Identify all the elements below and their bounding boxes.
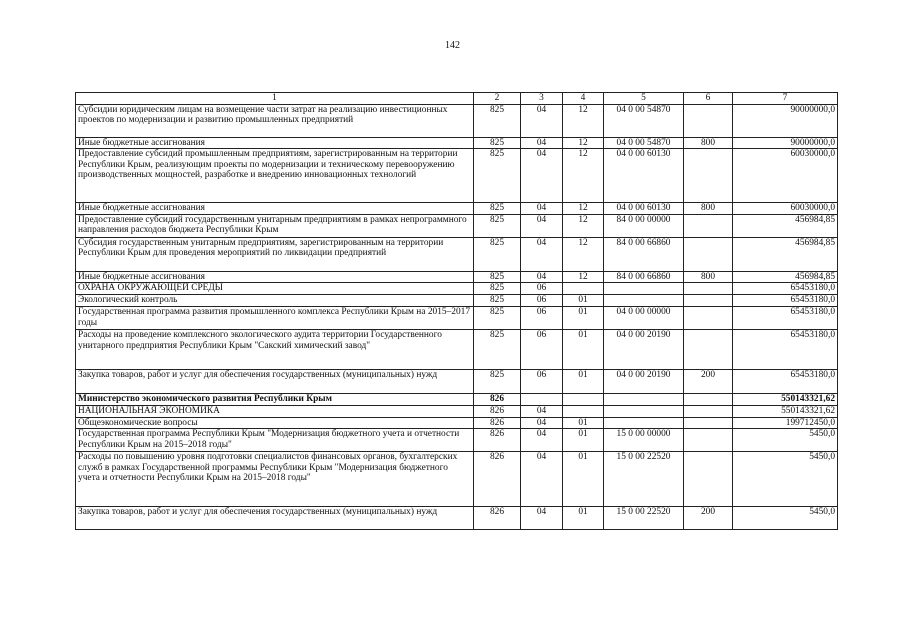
subsection-code: [563, 393, 604, 405]
amount: 60030000,0: [733, 203, 838, 215]
target-article: 04 0 00 60130: [604, 149, 684, 203]
table-row: [76, 507, 838, 530]
target-article: 04 0 00 54870: [604, 137, 684, 149]
target-article: 15 0 00 22520: [604, 507, 684, 530]
section-code: [521, 393, 563, 405]
column-header: 5: [604, 93, 684, 105]
section-code: 04: [521, 237, 563, 271]
dept-code: 825: [474, 104, 521, 137]
expense-type: [684, 149, 733, 203]
table-row: [76, 283, 838, 295]
dept-code: 825: [474, 214, 521, 237]
column-header: 7: [733, 93, 838, 105]
section-code: 06: [521, 295, 563, 307]
amount: 199712450,0: [733, 417, 838, 429]
subsection-code: [563, 405, 604, 417]
target-article: 04 0 00 54870: [604, 104, 684, 137]
item-name: Закупка товаров, работ и услуг для обеспечения государственных (муниципальных) нужд: [76, 507, 474, 530]
subsection-code: 12: [563, 137, 604, 149]
dept-code: 825: [474, 283, 521, 295]
item-name: Предоставление субсидий промышленным предприятиям, зарегистрированным на территории Республики Крым, реализующим проекты по модернизации и техническому перевооружению производственных мощностей, разработке и внедрению инновационных технологий: [76, 149, 474, 203]
dept-code: 826: [474, 452, 521, 507]
table-row: [76, 405, 838, 417]
subsection-code: 01: [563, 507, 604, 530]
amount: 5450,0: [733, 452, 838, 507]
amount: 65453180,0: [733, 283, 838, 295]
section-code: 04: [521, 507, 563, 530]
item-name: Общеэкономические вопросы: [76, 417, 474, 429]
expense-type: [684, 417, 733, 429]
table-row: [76, 104, 838, 137]
dept-code: 825: [474, 237, 521, 271]
expense-type: [684, 214, 733, 237]
dept-code: 826: [474, 405, 521, 417]
expense-type: [684, 393, 733, 405]
target-article: 84 0 00 66860: [604, 237, 684, 271]
target-article: [604, 283, 684, 295]
expense-type: 800: [684, 271, 733, 283]
subsection-code: 12: [563, 149, 604, 203]
amount: 65453180,0: [733, 369, 838, 393]
expense-type: 800: [684, 137, 733, 149]
section-code: 06: [521, 329, 563, 369]
table-row: [76, 429, 838, 452]
amount: 65453180,0: [733, 295, 838, 307]
subsection-code: 12: [563, 271, 604, 283]
dept-code: 825: [474, 203, 521, 215]
target-article: 04 0 00 20190: [604, 329, 684, 369]
table-row: [76, 452, 838, 507]
column-header: 1: [76, 93, 474, 105]
subsection-code: 01: [563, 306, 604, 329]
table-row: [76, 149, 838, 203]
subsection-code: 01: [563, 429, 604, 452]
expense-type: [684, 452, 733, 507]
dept-code: 826: [474, 507, 521, 530]
target-article: 04 0 00 60130: [604, 203, 684, 215]
subsection-code: 12: [563, 104, 604, 137]
subsection-code: [563, 283, 604, 295]
item-name: Министерство экономического развития Республики Крым: [76, 393, 474, 405]
expense-type: [684, 104, 733, 137]
section-code: 04: [521, 429, 563, 452]
table-row: [76, 306, 838, 329]
target-article: [604, 417, 684, 429]
table-row: [76, 203, 838, 215]
dept-code: 825: [474, 329, 521, 369]
section-code: 04: [521, 104, 563, 137]
amount: 550143321,62: [733, 405, 838, 417]
dept-code: 826: [474, 429, 521, 452]
amount: 5450,0: [733, 507, 838, 530]
subsection-code: 01: [563, 452, 604, 507]
target-article: 15 0 00 00000: [604, 429, 684, 452]
table-row: [76, 137, 838, 149]
target-article: [604, 405, 684, 417]
header-row: [76, 93, 838, 105]
expense-type: [684, 329, 733, 369]
item-name: Субсидия государственным унитарным предприятиям, зарегистрированным на территории Республики Крым для проведения мероприятий по ликвидации предприятий: [76, 237, 474, 271]
column-header: 2: [474, 93, 521, 105]
dept-code: 826: [474, 417, 521, 429]
dept-code: 825: [474, 137, 521, 149]
column-header: 3: [521, 93, 563, 105]
table-row: [76, 295, 838, 307]
item-name: ОХРАНА ОКРУЖАЮЩЕЙ СРЕДЫ: [76, 283, 474, 295]
section-code: 04: [521, 405, 563, 417]
subsection-code: 12: [563, 214, 604, 237]
dept-code: 825: [474, 295, 521, 307]
subsection-code: 12: [563, 203, 604, 215]
target-article: 84 0 00 66860: [604, 271, 684, 283]
budget-table: [75, 92, 838, 530]
target-article: 15 0 00 22520: [604, 452, 684, 507]
item-name: Субсидии юридическим лицам на возмещение части затрат на реализацию инвестиционных проектов по модернизации и развитию промышленных предприятий: [76, 104, 474, 137]
expense-type: [684, 283, 733, 295]
dept-code: 825: [474, 271, 521, 283]
table-row: [76, 214, 838, 237]
table-row: [76, 393, 838, 405]
item-name: Иные бюджетные ассигнования: [76, 137, 474, 149]
section-code: 04: [521, 203, 563, 215]
section-code: 04: [521, 452, 563, 507]
column-header: 4: [563, 93, 604, 105]
section-code: 04: [521, 149, 563, 203]
target-article: 04 0 00 00000: [604, 306, 684, 329]
dept-code: 825: [474, 369, 521, 393]
table-row: [76, 369, 838, 393]
amount: 60030000,0: [733, 149, 838, 203]
amount: 456984,85: [733, 237, 838, 271]
target-article: [604, 393, 684, 405]
amount: 5450,0: [733, 429, 838, 452]
item-name: Иные бюджетные ассигнования: [76, 271, 474, 283]
section-code: 04: [521, 137, 563, 149]
target-article: 04 0 00 20190: [604, 369, 684, 393]
item-name: Экологический контроль: [76, 295, 474, 307]
amount: 456984,85: [733, 214, 838, 237]
table-row: [76, 417, 838, 429]
amount: 456984,85: [733, 271, 838, 283]
item-name: Расходы на проведение комплексного экологического аудита территории Государственного унитарного предприятия Республики Крым "Сакский химический завод": [76, 329, 474, 369]
amount: 90000000,0: [733, 104, 838, 137]
amount: 65453180,0: [733, 306, 838, 329]
expense-type: 200: [684, 507, 733, 530]
table-row: [76, 329, 838, 369]
expense-type: [684, 295, 733, 307]
amount: 65453180,0: [733, 329, 838, 369]
section-code: 06: [521, 283, 563, 295]
table-row: [76, 237, 838, 271]
expense-type: [684, 429, 733, 452]
subsection-code: 12: [563, 237, 604, 271]
expense-type: 200: [684, 369, 733, 393]
section-code: 04: [521, 417, 563, 429]
section-code: 04: [521, 271, 563, 283]
subsection-code: 01: [563, 417, 604, 429]
item-name: НАЦИОНАЛЬНАЯ ЭКОНОМИКА: [76, 405, 474, 417]
subsection-code: 01: [563, 369, 604, 393]
column-header: 6: [684, 93, 733, 105]
subsection-code: 01: [563, 329, 604, 369]
expense-type: [684, 306, 733, 329]
dept-code: 825: [474, 149, 521, 203]
item-name: Закупка товаров, работ и услуг для обеспечения государственных (муниципальных) нужд: [76, 369, 474, 393]
page-number: 142: [445, 40, 460, 51]
item-name: Государственная программа Республики Крым "Модернизация бюджетного учета и отчетности Республики Крым на 2015–2018 годы": [76, 429, 474, 452]
expense-type: 800: [684, 203, 733, 215]
section-code: 06: [521, 369, 563, 393]
dept-code: 826: [474, 393, 521, 405]
dept-code: 825: [474, 306, 521, 329]
section-code: 06: [521, 306, 563, 329]
expense-type: [684, 405, 733, 417]
amount: 90000000,0: [733, 137, 838, 149]
target-article: 84 0 00 00000: [604, 214, 684, 237]
subsection-code: 01: [563, 295, 604, 307]
expense-type: [684, 237, 733, 271]
item-name: Предоставление субсидий государственным унитарным предприятиям в рамках непрограммного направления расходов бюджета Республики Крым: [76, 214, 474, 237]
amount: 550143321,62: [733, 393, 838, 405]
target-article: [604, 295, 684, 307]
section-code: 04: [521, 214, 563, 237]
item-name: Государственная программа развития промышленного комплекса Республики Крым на 2015–2017 годы: [76, 306, 474, 329]
table-row: [76, 271, 838, 283]
item-name: Иные бюджетные ассигнования: [76, 203, 474, 215]
item-name: Расходы по повышению уровня подготовки специалистов финансовых органов, бухгалтерских служб в рамках Государственной программы Республики Крым "Модернизация бюджетного учета и отчетности Республики Крым на 2015–2018 годы": [76, 452, 474, 507]
